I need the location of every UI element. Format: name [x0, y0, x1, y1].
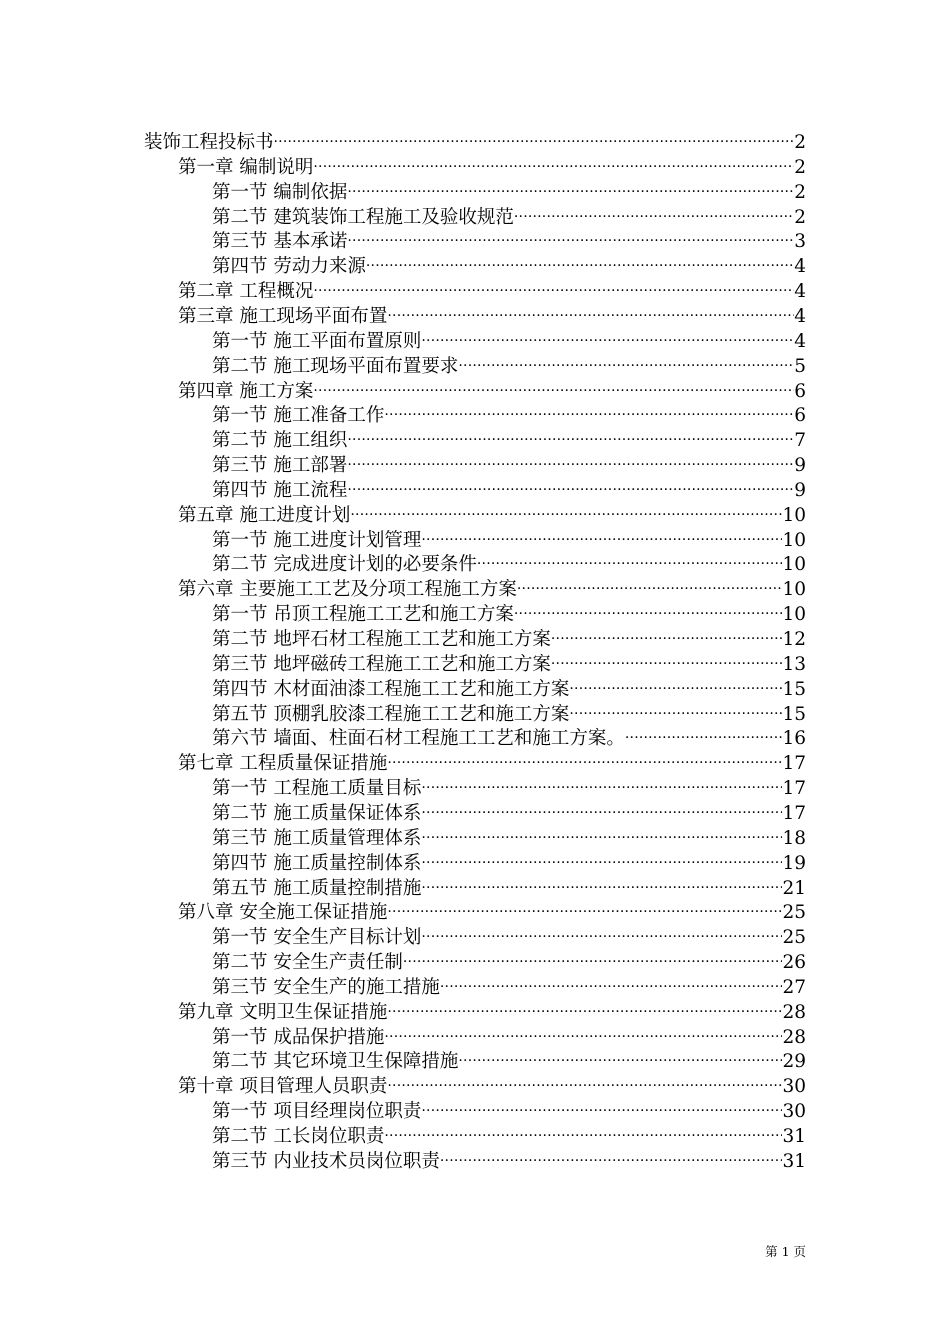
toc-entry-title: 第三节 基本承诺 [212, 231, 348, 253]
toc-entry-title: 第八章 安全施工保证措施 [178, 902, 388, 924]
toc-entry-page-number: 5 [794, 355, 806, 377]
toc-entry-title: 第二节 施工质量保证体系 [212, 802, 422, 824]
toc-entry-title: 第二节 完成进度计划的必要条件 [212, 554, 477, 576]
toc-entry-page-number: 25 [782, 927, 806, 949]
toc-dot-leader [421, 919, 782, 943]
toc-entry-title: 第四节 劳动力来源 [212, 256, 366, 278]
toc-entry[interactable] [212, 223, 806, 253]
toc-entry-title: 第五节 施工质量控制措施 [212, 877, 422, 899]
toc-dot-leader [421, 845, 782, 869]
toc-entry-page-number: 10 [782, 529, 806, 551]
toc-entry[interactable] [212, 323, 806, 352]
toc-entry[interactable] [212, 1118, 806, 1147]
toc-entry-page-number: 12 [782, 629, 806, 650]
toc-dot-leader [347, 174, 794, 198]
toc-dot-leader [403, 944, 783, 968]
toc-dot-leader [569, 671, 782, 695]
toc-entry-title: 第一节 编制依据 [212, 181, 348, 203]
toc-dot-leader [569, 696, 782, 720]
toc-entry-title: 第九章 文明卫生保证措施 [178, 1001, 388, 1023]
toc-entry-page-number: 2 [794, 132, 806, 153]
toc-entry[interactable] [212, 696, 806, 725]
toc-entry[interactable] [144, 124, 806, 153]
toc-dot-leader [347, 472, 794, 496]
toc-entry-title: 第一节 施工进度计划管理 [212, 529, 422, 551]
toc-entry-page-number: 10 [782, 604, 806, 626]
toc-entry-page-number: 7 [794, 430, 806, 452]
toc-entry-page-number: 26 [782, 952, 806, 974]
toc-entry[interactable] [212, 944, 806, 974]
toc-entry-page-number: 31 [782, 1126, 806, 1147]
toc-dot-leader [458, 348, 794, 372]
toc-entry-page-number: 16 [782, 728, 806, 750]
toc-entry[interactable] [178, 273, 806, 303]
toc-dot-leader [274, 124, 795, 148]
toc-entry-title: 第一节 施工准备工作 [212, 405, 385, 427]
toc-entry-page-number: 28 [782, 1001, 806, 1023]
toc-entry-page-number: 2 [794, 206, 806, 228]
toc-entry[interactable] [212, 969, 806, 998]
toc-entry[interactable] [212, 348, 806, 377]
toc-entry[interactable] [212, 199, 806, 228]
toc-entry-page-number: 9 [794, 479, 806, 501]
toc-entry-page-number: 17 [782, 778, 806, 800]
toc-dot-leader [421, 522, 782, 546]
toc-entry-title: 第二节 安全生产责任制 [212, 952, 403, 974]
toc-dot-leader [313, 149, 794, 173]
toc-entry-title: 第二章 工程概况 [178, 281, 314, 303]
toc-entry-page-number: 4 [794, 330, 806, 352]
toc-entry-page-number: 31 [782, 1150, 806, 1172]
toc-dot-leader [384, 1118, 782, 1142]
toc-entry[interactable] [212, 870, 806, 899]
toc-dot-leader [387, 298, 794, 322]
toc-dot-leader [384, 1019, 782, 1043]
toc-dot-leader [387, 994, 782, 1018]
toc-dot-leader [387, 1068, 782, 1092]
toc-entry[interactable] [212, 621, 806, 650]
toc-entry[interactable] [212, 646, 806, 675]
toc-entry[interactable] [212, 422, 806, 452]
toc-dot-leader [551, 646, 783, 670]
toc-dot-leader [347, 223, 794, 247]
toc-entry-page-number: 10 [782, 504, 806, 526]
toc-dot-leader [421, 1093, 782, 1117]
toc-entry-title: 第二节 施工组织 [212, 430, 348, 452]
toc-entry-title: 第三节 施工部署 [212, 455, 348, 477]
toc-entry[interactable] [212, 820, 806, 849]
toc-entry[interactable] [212, 472, 806, 501]
toc-entry[interactable] [212, 1093, 806, 1123]
toc-dot-leader [440, 969, 783, 993]
toc-dot-leader [421, 323, 794, 347]
toc-entry[interactable] [178, 373, 806, 402]
toc-entry-page-number: 25 [782, 902, 806, 924]
toc-entry[interactable] [212, 397, 806, 427]
toc-entry-page-number: 4 [794, 305, 806, 327]
toc-entry-title: 第一节 安全生产目标计划 [212, 927, 422, 949]
toc-entry-title: 第二节 地坪石材工程施工工艺和施工方案 [212, 629, 551, 650]
toc-dot-leader [384, 397, 794, 421]
toc-entry-title: 第四节 木材面油漆工程施工工艺和施工方案 [212, 678, 570, 700]
toc-dot-leader [350, 497, 782, 521]
toc-entry-page-number: 10 [782, 554, 806, 576]
toc-entry-title: 第三节 内业技术员岗位职责 [212, 1150, 440, 1172]
toc-entry-title: 装饰工程投标书 [144, 132, 274, 153]
toc-entry[interactable] [212, 1043, 806, 1073]
toc-entry-page-number: 15 [782, 703, 806, 725]
toc-entry[interactable] [212, 720, 806, 750]
toc-entry-page-number: 19 [782, 852, 806, 874]
toc-entry[interactable] [212, 671, 806, 700]
toc-dot-leader [313, 373, 794, 397]
toc-entry[interactable] [178, 298, 806, 327]
toc-entry-page-number: 9 [794, 455, 806, 477]
toc-entry-title: 第四节 施工流程 [212, 479, 348, 501]
toc-entry-page-number: 4 [794, 281, 806, 303]
toc-entry-page-number: 3 [794, 231, 806, 253]
toc-entry-page-number: 27 [782, 976, 806, 998]
toc-entry[interactable] [212, 1143, 806, 1172]
toc-dot-leader [421, 820, 782, 844]
toc-dot-leader [387, 745, 782, 769]
toc-entry-title: 第六章 主要施工工艺及分项工程施工方案 [178, 579, 517, 601]
toc-entry-page-number: 13 [782, 653, 806, 675]
toc-entry[interactable] [178, 994, 806, 1023]
toc-entry[interactable] [212, 1019, 806, 1048]
toc-dot-leader [366, 248, 794, 272]
toc-entry-title: 第四节 施工质量控制体系 [212, 852, 422, 874]
toc-entry[interactable] [212, 174, 806, 203]
toc-entry-title: 第一节 工程施工质量目标 [212, 778, 422, 800]
toc-dot-leader [517, 571, 783, 595]
toc-dot-leader [625, 720, 783, 744]
toc-entry-page-number: 29 [782, 1051, 806, 1073]
toc-entry[interactable] [178, 497, 806, 526]
toc-entry-page-number: 30 [782, 1076, 806, 1098]
toc-entry-page-number: 10 [782, 579, 806, 601]
toc-dot-leader [440, 1143, 783, 1167]
toc-entry[interactable] [212, 919, 806, 949]
toc-entry[interactable] [212, 447, 806, 477]
toc-entry[interactable] [212, 522, 806, 551]
toc-entry-title: 第三节 施工质量管理体系 [212, 827, 422, 849]
toc-entry-page-number: 6 [794, 405, 806, 427]
toc-entry-title: 第五节 顶棚乳胶漆工程施工工艺和施工方案 [212, 703, 570, 725]
toc-entry[interactable] [212, 546, 806, 576]
toc-entry[interactable] [212, 795, 806, 824]
toc-dot-leader [421, 795, 782, 819]
toc-entry[interactable] [178, 1068, 806, 1098]
toc-entry-title: 第二节 其它环境卫生保障措施 [212, 1051, 459, 1073]
toc-entry-title: 第二节 建筑装饰工程施工及验收规范 [212, 206, 514, 228]
toc-entry[interactable] [178, 149, 806, 178]
toc-entry-title: 第三章 施工现场平面布置 [178, 305, 388, 327]
toc-dot-leader [387, 894, 782, 918]
toc-entry-page-number: 2 [794, 156, 806, 178]
toc-dot-leader [514, 596, 783, 620]
toc-dot-leader [514, 199, 794, 223]
toc-entry-title: 第三节 安全生产的施工措施 [212, 976, 440, 998]
toc-dot-leader [313, 273, 794, 297]
toc-dot-leader [347, 422, 794, 446]
toc-entry-page-number: 6 [794, 380, 806, 402]
toc-entry-title: 第三节 地坪磁砖工程施工工艺和施工方案 [212, 653, 551, 675]
toc-entry[interactable] [212, 596, 806, 626]
toc-entry-page-number: 17 [782, 753, 806, 775]
toc-entry-title: 第一章 编制说明 [178, 156, 314, 178]
page-number-label: 第 1 页 [765, 1244, 806, 1259]
toc-entry[interactable] [212, 845, 806, 874]
toc-entry-page-number: 4 [794, 256, 806, 278]
toc-entry[interactable] [178, 894, 806, 924]
toc-entry-title: 第十章 项目管理人员职责 [178, 1076, 388, 1098]
toc-entry-page-number: 15 [782, 678, 806, 700]
page-footer [765, 1244, 806, 1260]
toc-entry-page-number: 30 [782, 1101, 806, 1123]
toc-entry-page-number: 17 [782, 802, 806, 824]
toc-dot-leader [477, 546, 783, 570]
toc-entry-page-number: 28 [782, 1026, 806, 1048]
toc-dot-leader [421, 870, 782, 894]
toc-entry[interactable] [178, 571, 806, 601]
toc-entry-title: 第一节 施工平面布置原则 [212, 330, 422, 352]
toc-entry-title: 第一节 吊顶工程施工工艺和施工方案 [212, 604, 514, 626]
toc-entry-title: 第一节 项目经理岗位职责 [212, 1101, 422, 1123]
toc-entry-page-number: 18 [782, 827, 806, 849]
toc-entry-title: 第二节 工长岗位职责 [212, 1126, 385, 1147]
toc-entry-page-number: 21 [782, 877, 806, 899]
toc-entry-page-number: 2 [794, 181, 806, 203]
toc-entry[interactable] [178, 745, 806, 775]
toc-entry-title: 第七章 工程质量保证措施 [178, 753, 388, 775]
toc-entry[interactable] [212, 248, 806, 278]
toc-entry-title: 第一节 成品保护措施 [212, 1026, 385, 1048]
toc-entry-title: 第五章 施工进度计划 [178, 504, 351, 526]
toc-entry[interactable] [212, 770, 806, 800]
toc-dot-leader [458, 1043, 782, 1067]
toc-entry-title: 第四章 施工方案 [178, 380, 314, 402]
toc-dot-leader [421, 770, 782, 794]
toc-dot-leader [551, 621, 783, 645]
toc-entry-title: 第二节 施工现场平面布置要求 [212, 355, 459, 377]
toc-entry-title: 第六节 墙面、柱面石材工程施工工艺和施工方案。 [212, 728, 625, 750]
toc-dot-leader [347, 447, 794, 471]
